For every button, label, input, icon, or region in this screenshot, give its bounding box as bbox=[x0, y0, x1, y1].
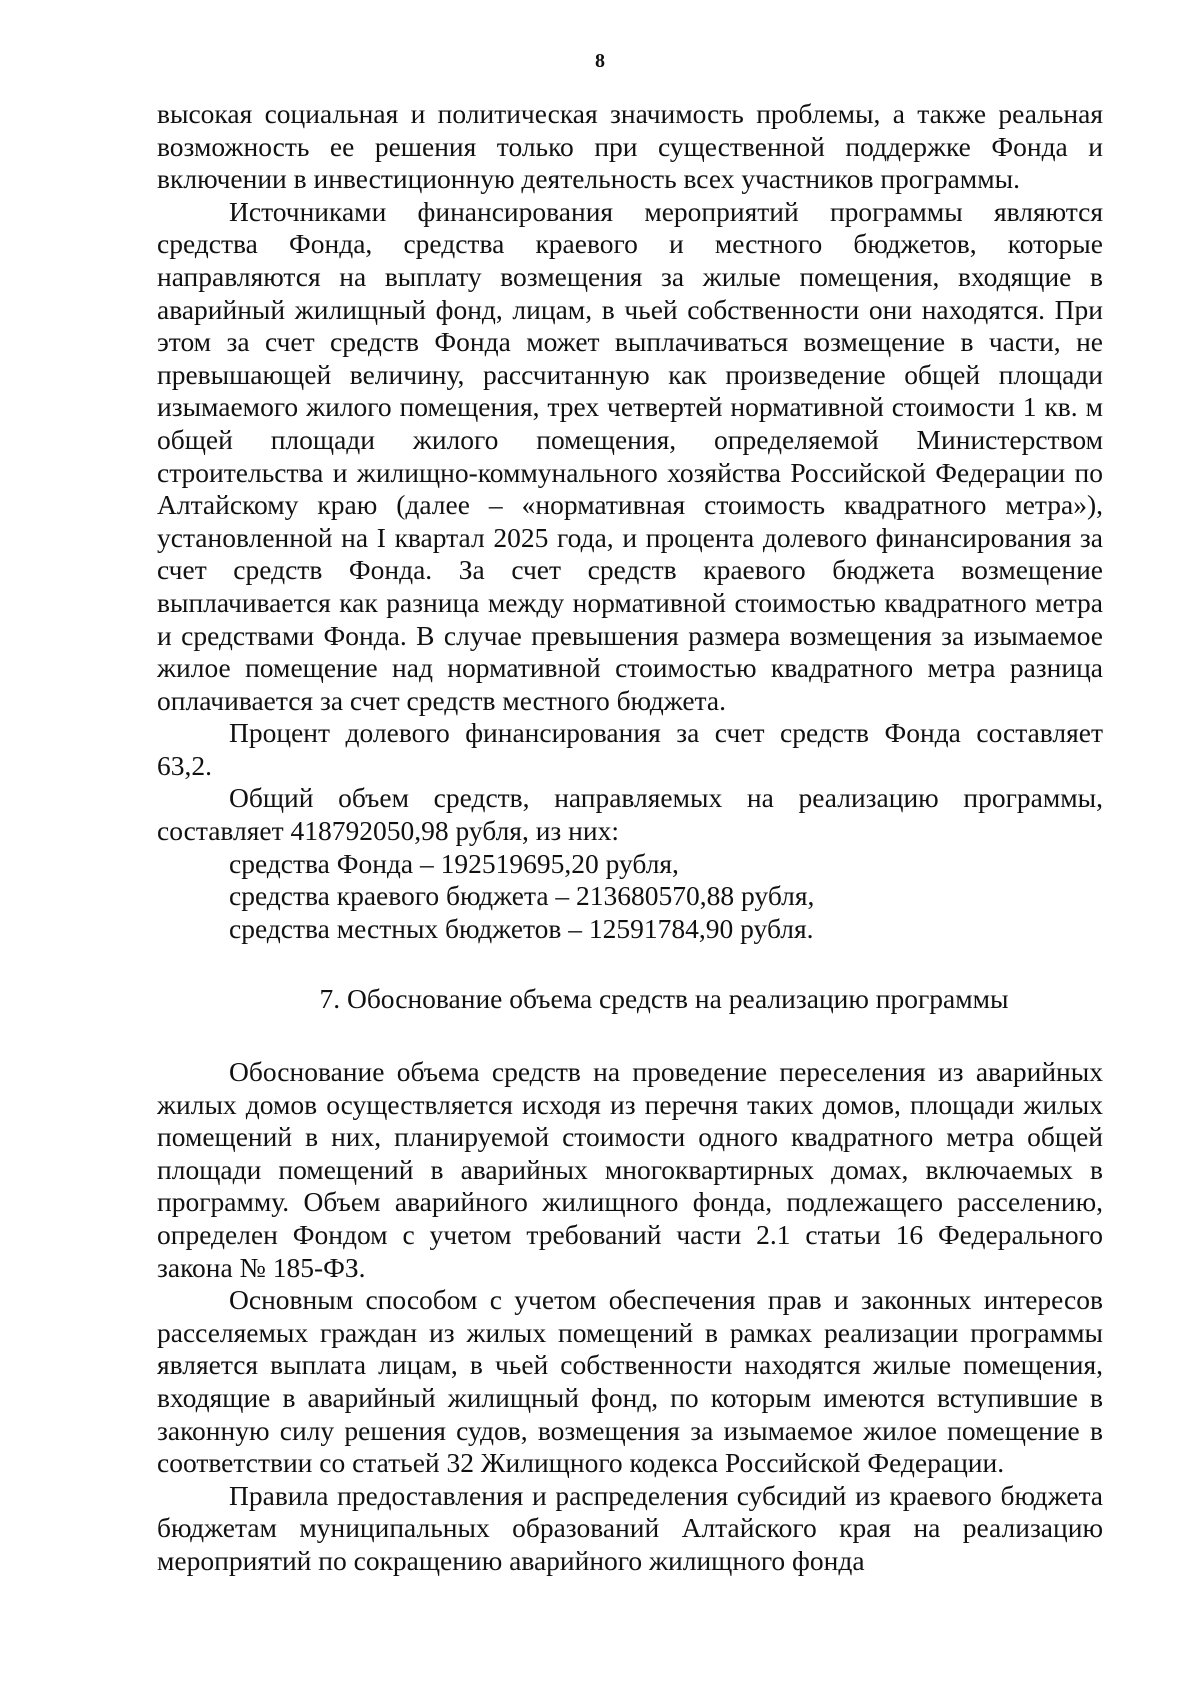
list-item-local-budgets: средства местных бюджетов – 12591784,90 рубля. bbox=[229, 912, 814, 944]
paragraph-subsidy-rules: Правила предоставления и распределения субсидий из краевого бюджета бюджетам муниципальных образований Алтайского края на реализацию мероприятий по сокращению аварийного жилищного фонда bbox=[157, 1479, 1103, 1576]
paragraph-funding-sources: Источниками финансирования мероприятий программы являются средства Фонда, средства краевого и местного бюджетов, которые направляются на выплату возмещения за жилые помещения, входящие в аварийный жилищный фонд, лицам, в чьей собственности они находятся. При этом за счет средств Фонда может выплачиваться возмещение в части, не превышающей величину, рассчитанную как произведение общей площади изымаемого жилого помещения, трех четвертей нормативной стоимости 1 кв. м общей площади жилого помещения, определяемой Министерством строительства и жилищно-коммунального хозяйства Российской Федерации по Алтайскому краю (далее – «нормативная стоимость квадратного метра»), установленной на I квартал 2025 года, и процента долевого финансирования за счет средств Фонда. За счет средств краевого бюджета возмещение выплачивается как разница между нормативной стоимостью квадратного метра и средствами Фонда. В случае превышения размера возмещения за изымаемое жилое помещение над нормативной стоимостью квадратного метра разница оплачивается за счет средств местного бюджета. bbox=[157, 195, 1103, 716]
list-item-fund: средства Фонда – 192519695,20 рубля, bbox=[229, 847, 679, 879]
paragraph-justification: Обоснование объема средств на проведение переселения из аварийных жилых домов осуществляется исходя из перечня таких домов, площади жилых помещений в них, планируемой стоимости одного квадратного метра общей площади помещений в аварийных многоквартирных домах, включаемых в программу. Объем аварийного жилищного фонда, подлежащего расселению, определен Фондом с учетом требований части 2.1 статьи 16 Федерального закона № 185-ФЗ. bbox=[157, 1056, 1103, 1283]
paragraph-main-method: Основным способом с учетом обеспечения прав и законных интересов расселяемых граждан из жилых помещений в рамках реализации программы является выплата лицам, в чьей собственности находятся жилые помещения, входящие в аварийный жилищный фонд, по которым имеются вступившие в законную силу решения судов, возмещения за изымаемое жилое помещение в соответствии со статьей 32 Жилищного кодекса Российской Федерации. bbox=[157, 1284, 1103, 1479]
document-body bbox=[157, 98, 1103, 1578]
paragraph-cofinancing-percent: Процент долевого финансирования за счет средств Фонда составляет 63,2. bbox=[157, 717, 1103, 781]
list-item-regional-budget: средства краевого бюджета – 213680570,88 рубля, bbox=[229, 880, 815, 912]
paragraph-total-volume: Общий объем средств, направляемых на реализацию программы, составляет 418792050,98 рубля, из них: bbox=[157, 782, 1103, 847]
page-number: 8 bbox=[595, 50, 605, 72]
section-heading: 7. Обоснование объема средств на реализацию программы bbox=[319, 983, 1009, 1015]
paragraph-continuation: высокая социальная и политическая значимость проблемы, а также реальная возможность ее решения только при существенной поддержке Фонда и включении в инвестиционную деятельность всех участников программы. bbox=[157, 98, 1103, 195]
